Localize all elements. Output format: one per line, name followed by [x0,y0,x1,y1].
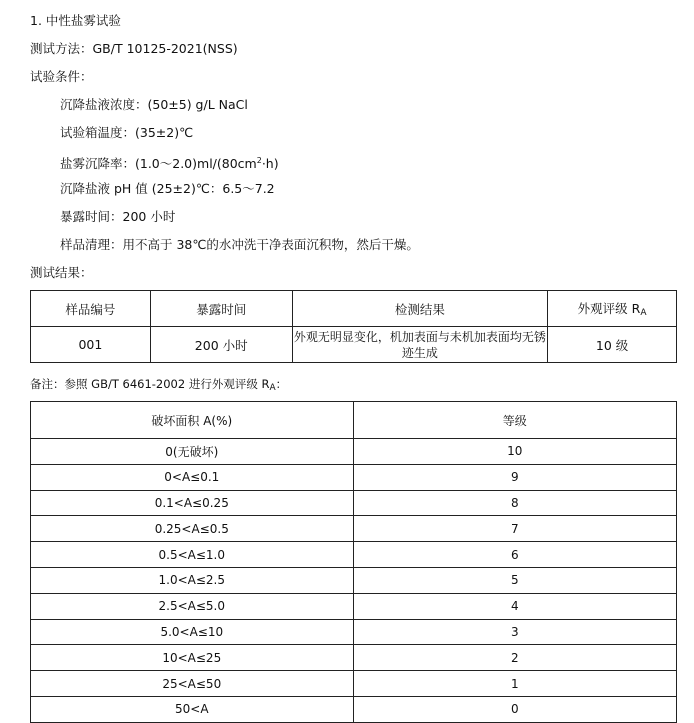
cell-result: 外观无明显变化，机加表面与未机加表面均无锈迹生成 [292,327,548,363]
grade-table-row [31,567,677,593]
grade-table-row [31,645,677,671]
cell-area: 0.25<A≤0.5 [31,516,354,542]
note [30,376,287,396]
result-table [30,290,677,363]
header-result: 检测结果 [292,291,548,327]
grade-table-row [31,542,677,568]
condition-salt-concentration: 沉降盐液浓度：(50±5) g/L NaCl [60,97,248,112]
cell-area: 10<A≤25 [31,645,354,671]
settling-rate-sup: 2 [256,156,262,165]
cell-grade: 9 [353,464,676,490]
cell-grade: 4 [353,593,676,619]
settling-rate-prefix: 盐雾沉降率：(1.0～2.0)ml/(80cm [60,156,257,171]
cell-grade: 7 [353,516,676,542]
grade-table-row [31,516,677,542]
cell-area: 5.0<A≤10 [31,619,354,645]
cell-grade: 2 [353,645,676,671]
condition-exposure-time: 暴露时间：200 小时 [60,209,176,224]
condition-settling-rate [60,153,279,172]
cell-area: 0.5<A≤1.0 [31,542,354,568]
cell-grade: 5 [353,567,676,593]
section-title: 1. 中性盐雾试验 [30,13,121,28]
grade-table-row [31,671,677,697]
cell-grade: 8 [353,490,676,516]
header-grade: 等级 [353,402,676,439]
cell-grade: 1 [353,671,676,697]
grade-table-row [31,464,677,490]
conditions-heading: 试验条件： [30,69,93,84]
condition-cleaning: 样品清理：用不高于 38℃的水冲洗干净表面沉积物，然后干燥。 [60,237,419,252]
condition-ph: 沉降盐液 pH 值 (25±2)℃：6.5～7.2 [60,181,275,196]
result-table-row [31,327,677,363]
cell-area: 0(无破坏) [31,439,354,465]
grade-table [30,401,677,723]
note-sub: A [269,383,276,393]
grade-table-header-row [31,402,677,439]
settling-rate-suffix: ·h) [261,156,279,171]
cell-grade: 6 [353,542,676,568]
header-rating [548,291,677,327]
header-exposure: 暴露时间 [150,291,292,327]
results-heading: 测试结果： [30,265,93,280]
note-prefix: 备注：参照 GB/T 6461-2002 进行外观评级 R [30,377,270,391]
result-table-header-row [31,291,677,327]
test-method: 测试方法：GB/T 10125-2021(NSS) [30,41,238,56]
cell-area: 50<A [31,696,354,722]
cell-grade: 0 [353,696,676,722]
grade-table-row [31,619,677,645]
grade-table-row [31,696,677,722]
header-area: 破坏面积 A(%) [31,402,354,439]
rating-sub: A [640,308,647,318]
cell-area: 0<A≤0.1 [31,464,354,490]
grade-table-row [31,490,677,516]
cell-area: 2.5<A≤5.0 [31,593,354,619]
condition-chamber-temperature: 试验箱温度：(35±2)℃ [60,125,194,140]
cell-area: 25<A≤50 [31,671,354,697]
cell-rating: 10 级 [548,327,677,363]
cell-grade: 3 [353,619,676,645]
grade-table-body [31,439,677,723]
cell-grade: 10 [353,439,676,465]
note-suffix: ： [275,377,288,391]
cell-area: 0.1<A≤0.25 [31,490,354,516]
header-sample-no: 样品编号 [31,291,151,327]
grade-table-row [31,439,677,465]
cell-sample-no: 001 [31,327,151,363]
cell-area: 1.0<A≤2.5 [31,567,354,593]
cell-exposure: 200 小时 [150,327,292,363]
grade-table-row [31,593,677,619]
rating-label: 外观评级 R [577,301,641,316]
